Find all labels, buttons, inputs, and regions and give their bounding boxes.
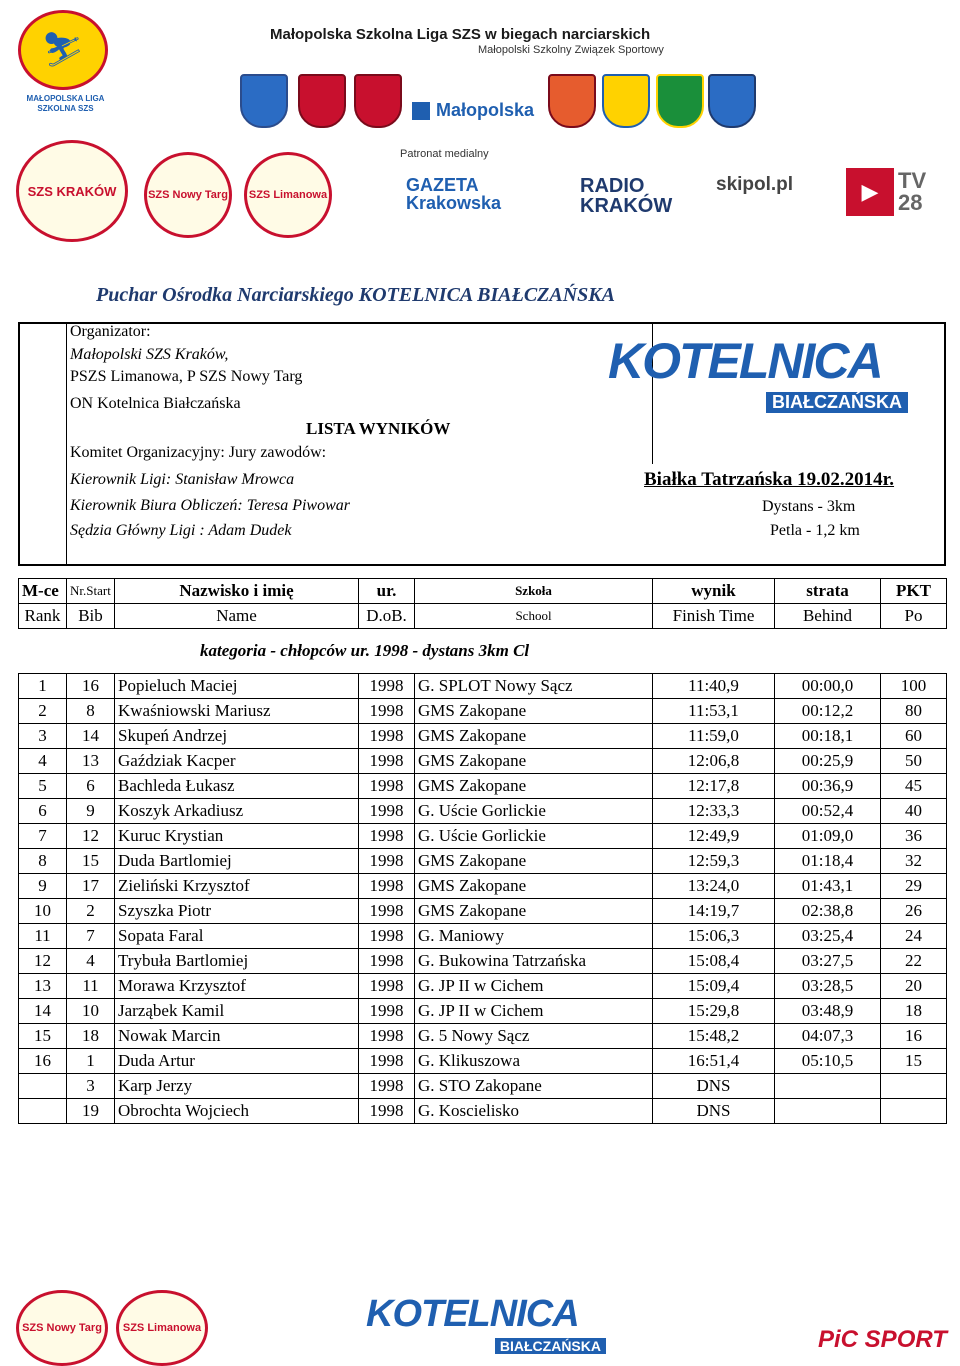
cell-pts: 29 — [881, 874, 947, 899]
cell-yob: 1998 — [359, 1049, 415, 1074]
patronat-label: Patronat medialny — [400, 148, 489, 160]
table-row — [19, 674, 947, 699]
crest-icon — [708, 74, 756, 128]
malopolska-logo — [412, 100, 534, 121]
cell-name: Koszyk Arkadiusz — [115, 799, 359, 824]
cell-name: Duda Artur — [115, 1049, 359, 1074]
cell-school: G. Uście Gorlickie — [415, 799, 653, 824]
crest-icon — [602, 74, 650, 128]
cell-name: Kuruc Krystian — [115, 824, 359, 849]
crest-icon — [354, 74, 402, 128]
cell-rank — [19, 1074, 67, 1099]
cell-time: 12:06,8 — [653, 749, 775, 774]
cell-pts: 80 — [881, 699, 947, 724]
cell-yob: 1998 — [359, 674, 415, 699]
cell-behind: 00:12,2 — [775, 699, 881, 724]
cell-behind — [775, 1074, 881, 1099]
cell-time: 15:08,4 — [653, 949, 775, 974]
loop: Petla - 1,2 km — [770, 522, 860, 539]
malopolska-icon — [412, 102, 430, 120]
cell-time: 15:48,2 — [653, 1024, 775, 1049]
column-header-row-en — [19, 604, 947, 629]
cell-bib: 17 — [67, 874, 115, 899]
cell-yob: 1998 — [359, 874, 415, 899]
cell-time: 15:29,8 — [653, 999, 775, 1024]
category-title: kategoria - chłopców ur. 1998 - dystans 3km Cl — [200, 641, 530, 660]
cell-yob: 1998 — [359, 1099, 415, 1124]
media-skipol: skipol.pl — [716, 174, 794, 195]
col-yob-pl: ur. — [359, 579, 415, 604]
cell-rank: 11 — [19, 924, 67, 949]
cell-time: 14:19,7 — [653, 899, 775, 924]
col-pts-en: Po — [881, 604, 947, 629]
office-manager: Kierownik Biura Obliczeń: Teresa Piwowar — [70, 497, 350, 514]
cell-time: 13:24,0 — [653, 874, 775, 899]
cell-time: 15:09,4 — [653, 974, 775, 999]
cell-behind: 00:52,4 — [775, 799, 881, 824]
cell-name: Duda Bartlomiej — [115, 849, 359, 874]
column-header-table — [18, 578, 947, 629]
cup-title: Puchar Ośrodka Narciarskiego KOTELNICA BIAŁCZAŃSKA — [96, 284, 615, 306]
col-bib-pl: Nr.Start — [67, 579, 115, 604]
cell-name: Morawa Krzysztof — [115, 974, 359, 999]
footer-seal-limanowa: SZS Limanowa — [116, 1290, 208, 1366]
cell-school: G. JP II w Cichem — [415, 999, 653, 1024]
cell-yob: 1998 — [359, 924, 415, 949]
cell-time: 16:51,4 — [653, 1049, 775, 1074]
cell-yob: 1998 — [359, 724, 415, 749]
cell-behind: 02:38,8 — [775, 899, 881, 924]
cell-pts: 36 — [881, 824, 947, 849]
cell-behind: 01:09,0 — [775, 824, 881, 849]
cell-bib: 14 — [67, 724, 115, 749]
cell-behind: 00:00,0 — [775, 674, 881, 699]
league-logo — [18, 10, 113, 125]
table-row — [19, 724, 947, 749]
table-row — [19, 949, 947, 974]
cell-school: G. Bukowina Tatrzańska — [415, 949, 653, 974]
cell-yob: 1998 — [359, 1074, 415, 1099]
cell-bib: 8 — [67, 699, 115, 724]
cell-school: GMS Zakopane — [415, 874, 653, 899]
cell-time: 11:59,0 — [653, 724, 775, 749]
cell-rank: 12 — [19, 949, 67, 974]
cell-pts: 45 — [881, 774, 947, 799]
cell-pts: 20 — [881, 974, 947, 999]
cell-school: GMS Zakopane — [415, 724, 653, 749]
cell-yob: 1998 — [359, 799, 415, 824]
cell-bib: 4 — [67, 949, 115, 974]
cell-bib: 6 — [67, 774, 115, 799]
cell-name: Gaździak Kacper — [115, 749, 359, 774]
cell-school: G. Koscielisko — [415, 1099, 653, 1124]
cell-behind: 03:25,4 — [775, 924, 881, 949]
cell-name: Popieluch Maciej — [115, 674, 359, 699]
cell-school: GMS Zakopane — [415, 699, 653, 724]
cell-pts: 40 — [881, 799, 947, 824]
banner-title: Małopolska Szkolna Liga SZS w biegach narciarskich — [270, 26, 651, 43]
cell-behind: 05:10,5 — [775, 1049, 881, 1074]
crest-icon — [656, 74, 704, 128]
col-rank-en: Rank — [19, 604, 67, 629]
cell-pts: 32 — [881, 849, 947, 874]
cell-rank: 1 — [19, 674, 67, 699]
cell-behind: 00:25,9 — [775, 749, 881, 774]
cell-pts: 100 — [881, 674, 947, 699]
cell-yob: 1998 — [359, 849, 415, 874]
cell-rank: 13 — [19, 974, 67, 999]
cell-behind — [775, 1099, 881, 1124]
media-tv28: ▶ TV 28 — [846, 168, 948, 216]
place-date: Białka Tatrzańska 19.02.2014r. — [644, 469, 895, 490]
cell-school: G. 5 Nowy Sącz — [415, 1024, 653, 1049]
cell-rank: 8 — [19, 849, 67, 874]
cell-pts — [881, 1099, 947, 1124]
seal-szs-krakow: SZS KRAKÓW — [16, 140, 128, 242]
cell-time: 15:06,3 — [653, 924, 775, 949]
col-time-pl: wynik — [653, 579, 775, 604]
organizer-line2: PSZS Limanowa, P SZS Nowy Targ — [70, 368, 303, 385]
cell-name: Karp Jerzy — [115, 1074, 359, 1099]
cell-name: Bachleda Łukasz — [115, 774, 359, 799]
cell-pts — [881, 1074, 947, 1099]
chief-judge: Sędzia Główny Ligi : Adam Dudek — [70, 522, 292, 539]
cell-school: GMS Zakopane — [415, 849, 653, 874]
cell-time: 11:53,1 — [653, 699, 775, 724]
crest-icon — [298, 74, 346, 128]
cell-pts: 26 — [881, 899, 947, 924]
cell-school: G. SPLOT Nowy Sącz — [415, 674, 653, 699]
col-school-pl: Szkoła — [415, 579, 653, 604]
cell-rank: 2 — [19, 699, 67, 724]
cell-name: Jarząbek Kamil — [115, 999, 359, 1024]
cell-school: GMS Zakopane — [415, 749, 653, 774]
col-bib-en: Bib — [67, 604, 115, 629]
table-row — [19, 1049, 947, 1074]
cell-bib: 13 — [67, 749, 115, 774]
cell-bib: 12 — [67, 824, 115, 849]
cell-name: Kwaśniowski Mariusz — [115, 699, 359, 724]
col-time-en: Finish Time — [653, 604, 775, 629]
table-row — [19, 699, 947, 724]
media-radio-krakow: RADIO KRAKÓW — [580, 175, 673, 217]
seal-szs-nowy-targ: SZS Nowy Targ — [144, 152, 232, 238]
cell-pts: 60 — [881, 724, 947, 749]
cell-behind: 03:48,9 — [775, 999, 881, 1024]
cell-bib: 18 — [67, 1024, 115, 1049]
cell-yob: 1998 — [359, 999, 415, 1024]
cell-school: GMS Zakopane — [415, 899, 653, 924]
col-name-en: Name — [115, 604, 359, 629]
cell-school: G. Uście Gorlickie — [415, 824, 653, 849]
col-pts-pl: PKT — [881, 579, 947, 604]
cell-pts: 50 — [881, 749, 947, 774]
column-header-row-pl — [19, 579, 947, 604]
cell-yob: 1998 — [359, 749, 415, 774]
cell-bib: 9 — [67, 799, 115, 824]
cell-rank: 16 — [19, 1049, 67, 1074]
cell-bib: 2 — [67, 899, 115, 924]
picsport-logo: PiC SPORT — [818, 1326, 947, 1353]
cell-school: GMS Zakopane — [415, 774, 653, 799]
results-table — [18, 673, 947, 1124]
cell-bib: 1 — [67, 1049, 115, 1074]
cell-bib: 7 — [67, 924, 115, 949]
cell-pts: 15 — [881, 1049, 947, 1074]
cell-bib: 15 — [67, 849, 115, 874]
table-row — [19, 974, 947, 999]
cell-bib: 16 — [67, 674, 115, 699]
col-behind-en: Behind — [775, 604, 881, 629]
col-name-pl: Nazwisko i imię — [115, 579, 359, 604]
organizer-line3: ON Kotelnica Białczańska — [70, 395, 241, 412]
table-row — [19, 1074, 947, 1099]
play-icon: ▶ — [846, 168, 894, 216]
organizer-label: Organizator: — [70, 323, 151, 340]
cell-rank: 5 — [19, 774, 67, 799]
cell-name: Zieliński Krzysztof — [115, 874, 359, 899]
table-row — [19, 824, 947, 849]
organizer-line1: Małopolski SZS Kraków, — [70, 346, 229, 363]
cell-pts: 24 — [881, 924, 947, 949]
cell-yob: 1998 — [359, 974, 415, 999]
col-behind-pl: strata — [775, 579, 881, 604]
banner-subtitle: Małopolski Szkolny Związek Sportowy — [478, 44, 664, 56]
distance: Dystans - 3km — [762, 498, 856, 515]
skier-icon: ⛷ — [41, 32, 85, 69]
cell-yob: 1998 — [359, 774, 415, 799]
malopolska-label: Małopolska — [436, 100, 535, 120]
crest-icon — [240, 74, 288, 128]
col-yob-en: D.oB. — [359, 604, 415, 629]
cell-behind: 03:27,5 — [775, 949, 881, 974]
cell-bib: 3 — [67, 1074, 115, 1099]
cell-behind: 01:18,4 — [775, 849, 881, 874]
cell-bib: 10 — [67, 999, 115, 1024]
cell-time: 12:59,3 — [653, 849, 775, 874]
cell-name: Trybuła Bartlomiej — [115, 949, 359, 974]
table-row — [19, 1024, 947, 1049]
cell-school: G. Klikuszowa — [415, 1049, 653, 1074]
cell-time: DNS — [653, 1074, 775, 1099]
media-gazeta-krakowska: GAZETA Krakowska — [406, 175, 502, 213]
cell-rank: 4 — [19, 749, 67, 774]
table-row — [19, 749, 947, 774]
footer-seal-nowy-targ: SZS Nowy Targ — [16, 1290, 108, 1366]
cell-rank — [19, 1099, 67, 1124]
cell-name: Nowak Marcin — [115, 1024, 359, 1049]
crest-icon — [548, 74, 596, 128]
cell-pts: 22 — [881, 949, 947, 974]
cell-rank: 9 — [19, 874, 67, 899]
cell-pts: 18 — [881, 999, 947, 1024]
cell-pts: 16 — [881, 1024, 947, 1049]
table-row — [19, 874, 947, 899]
table-row — [19, 1099, 947, 1124]
cell-rank: 14 — [19, 999, 67, 1024]
committee: Komitet Organizacyjny: Jury zawodów: — [70, 444, 327, 461]
cell-yob: 1998 — [359, 949, 415, 974]
cell-time: 12:17,8 — [653, 774, 775, 799]
table-row — [19, 774, 947, 799]
cell-bib: 19 — [67, 1099, 115, 1124]
seal-szs-limanowa: SZS Limanowa — [244, 152, 332, 238]
col-rank-pl: M-ce — [19, 579, 67, 604]
col-school-en: School — [415, 604, 653, 629]
table-row — [19, 849, 947, 874]
cell-behind: 03:28,5 — [775, 974, 881, 999]
cell-yob: 1998 — [359, 699, 415, 724]
cell-rank: 15 — [19, 1024, 67, 1049]
cell-name: Szyszka Piotr — [115, 899, 359, 924]
cell-time: 12:33,3 — [653, 799, 775, 824]
cell-school: G. Maniowy — [415, 924, 653, 949]
table-row — [19, 899, 947, 924]
league-logo-text: MAŁOPOLSKA LIGA SZKOLNA SZS — [26, 94, 105, 113]
cell-rank: 3 — [19, 724, 67, 749]
footer-kotelnica-logo: KOTELNICA BIAŁCZAŃSKA — [366, 1292, 608, 1360]
cell-rank: 10 — [19, 899, 67, 924]
table-row — [19, 999, 947, 1024]
cell-name: Sopata Faral — [115, 924, 359, 949]
league-manager: Kierownik Ligi: Stanisław Mrowca — [70, 471, 295, 488]
cell-time: 12:49,9 — [653, 824, 775, 849]
cell-name: Skupeń Andrzej — [115, 724, 359, 749]
cell-yob: 1998 — [359, 1024, 415, 1049]
cell-school: G. STO Zakopane — [415, 1074, 653, 1099]
cell-time: DNS — [653, 1099, 775, 1124]
cell-behind: 04:07,3 — [775, 1024, 881, 1049]
cell-school: G. JP II w Cichem — [415, 974, 653, 999]
cell-behind: 01:43,1 — [775, 874, 881, 899]
cell-yob: 1998 — [359, 899, 415, 924]
cell-name: Obrochta Wojciech — [115, 1099, 359, 1124]
cell-rank: 6 — [19, 799, 67, 824]
kotelnica-logo: KOTELNICA BIAŁCZAŃSKA — [608, 332, 910, 418]
cell-behind: 00:18,1 — [775, 724, 881, 749]
cell-time: 11:40,9 — [653, 674, 775, 699]
cell-yob: 1998 — [359, 824, 415, 849]
table-row — [19, 924, 947, 949]
table-row — [19, 799, 947, 824]
info-box-left-col — [66, 322, 67, 566]
list-title: LISTA WYNIKÓW — [306, 419, 451, 438]
cell-bib: 11 — [67, 974, 115, 999]
cell-rank: 7 — [19, 824, 67, 849]
cell-behind: 00:36,9 — [775, 774, 881, 799]
